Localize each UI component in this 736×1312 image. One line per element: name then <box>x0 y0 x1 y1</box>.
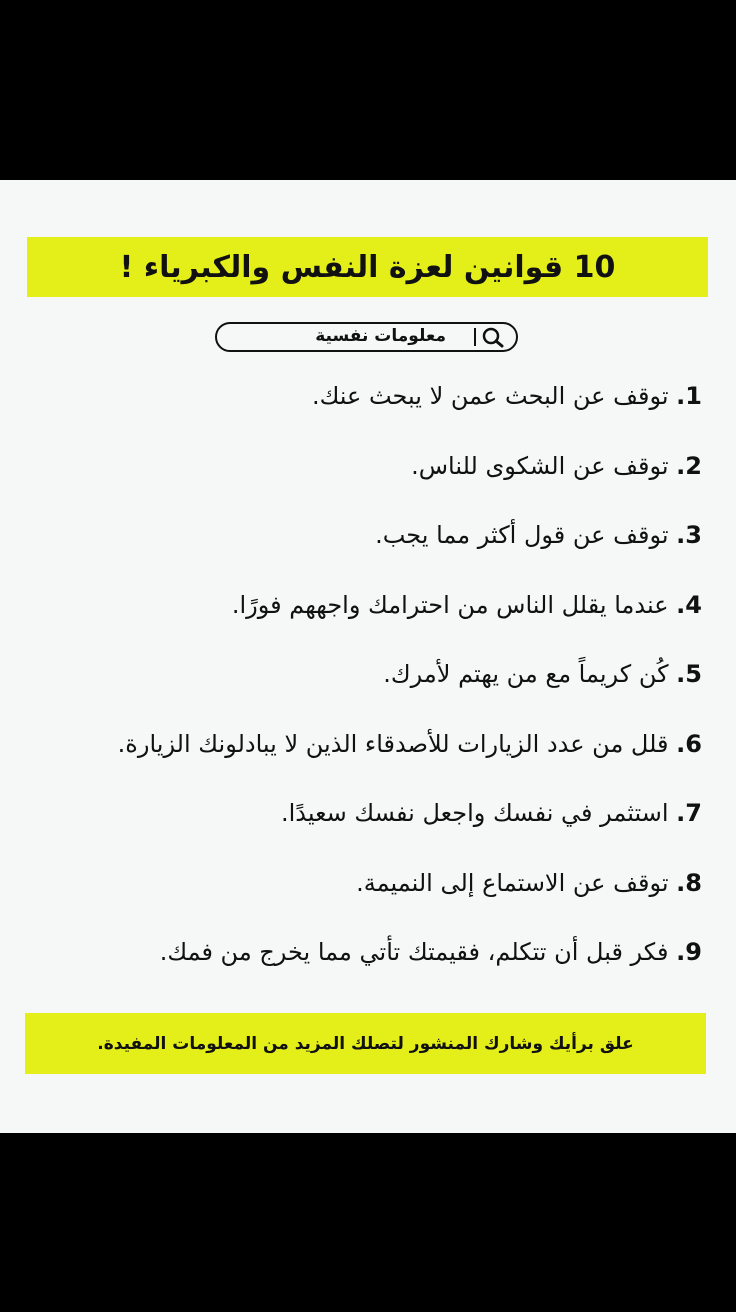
post-card <box>0 180 736 1133</box>
rule-text: توقف عن الشكوى للناس. <box>411 451 669 480</box>
rule-number: 6. <box>676 729 702 758</box>
footer-call-to-action: علق برأيك وشارك المنشور لتصلك المزيد من المعلومات المفيدة. <box>97 1033 634 1054</box>
rule-item <box>22 648 702 718</box>
rule-item <box>22 509 702 579</box>
rule-text: توقف عن الاستماع إلى النميمة. <box>356 868 669 897</box>
rule-number: 9. <box>676 938 702 966</box>
rule-number: 2. <box>676 451 702 480</box>
rule-item <box>22 926 702 996</box>
rule-item <box>22 718 702 788</box>
rule-item <box>22 857 702 927</box>
rule-item <box>22 440 702 510</box>
search-divider <box>474 328 476 346</box>
rule-text: توقف عن قول أكثر مما يجب. <box>375 521 669 549</box>
topic-search-bar[interactable] <box>215 322 518 352</box>
rule-number: 5. <box>676 660 702 688</box>
rule-item <box>22 787 702 857</box>
rule-number: 7. <box>676 799 702 827</box>
page-title: 10 قوانين لعزة النفس والكبرياء ! <box>119 249 616 285</box>
rule-text: عندما يقلل الناس من احترامك واجههم فورًا. <box>231 590 669 619</box>
rule-number: 3. <box>676 521 702 549</box>
rule-text: استثمر في نفسك واجعل نفسك سعيدًا. <box>280 799 669 827</box>
magnifier-icon <box>476 326 510 348</box>
rule-text: فكر قبل أن تتكلم، فقيمتك تأتي مما يخرج من فمك. <box>159 938 669 966</box>
footer-banner <box>25 1013 706 1074</box>
rule-text: كُن كريماً مع من يهتم لأمرك. <box>383 660 669 688</box>
rule-item <box>22 579 702 649</box>
rule-number: 1. <box>676 382 702 410</box>
rule-item <box>22 370 702 440</box>
rule-number: 8. <box>676 868 702 897</box>
rules-list <box>22 370 702 996</box>
rule-text: قلل من عدد الزيارات للأصدقاء الذين لا يبادلونك الزيارة. <box>117 729 669 758</box>
rule-number: 4. <box>676 590 702 619</box>
topic-label: معلومات نفسية <box>315 326 446 346</box>
title-banner <box>27 237 708 297</box>
rule-text: توقف عن البحث عمن لا يبحث عنك. <box>311 382 669 410</box>
